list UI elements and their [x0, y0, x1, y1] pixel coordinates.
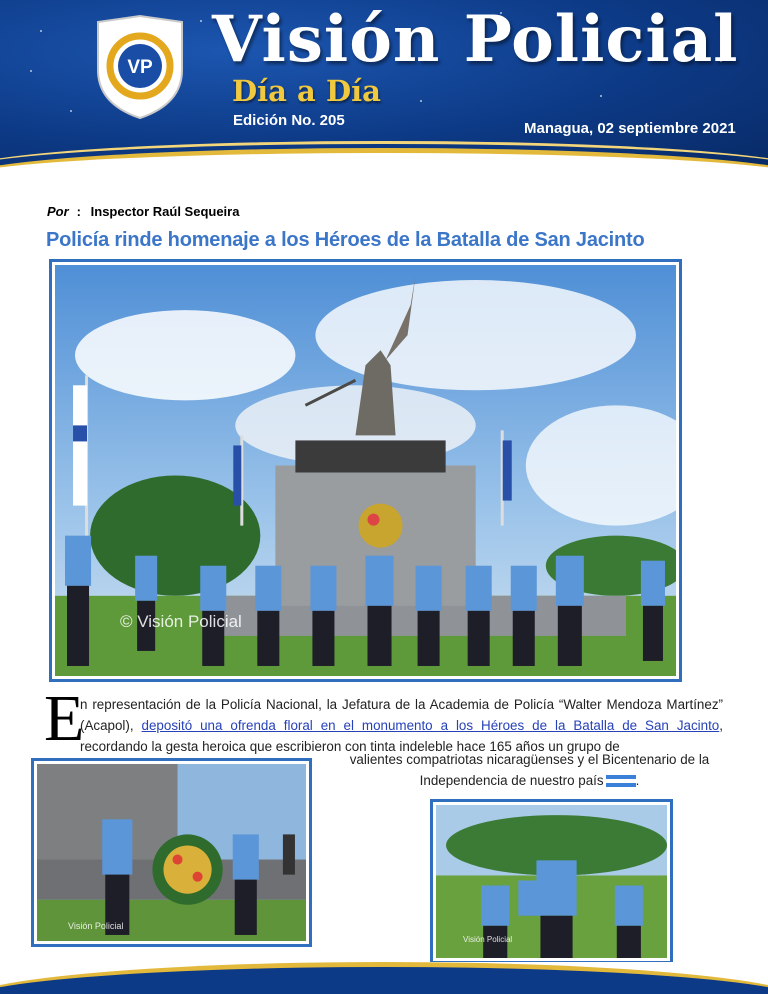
paragraph-text-2: , recordando la gesta heroica que escribieron con tinta indeleble hace 165 años un grupo de [80, 718, 723, 754]
article-title: Policía rinde homenaje a los Héroes de la Batalla de San Jacinto [46, 229, 645, 251]
wreath-photo [31, 758, 312, 947]
byline-author: Inspector Raúl Sequeira [90, 204, 240, 219]
byline: Por : Inspector Raúl Sequeira [47, 204, 240, 219]
nicaragua-flag-icon [606, 775, 636, 787]
drop-cap: E [44, 682, 85, 755]
article-paragraph [80, 694, 723, 757]
footer-gold-arc [0, 962, 768, 994]
publication-subtitle: Día a Día [232, 74, 381, 108]
logo-initials: VP [127, 57, 153, 78]
vp-shield-logo [92, 14, 188, 120]
byline-label: Por [47, 204, 69, 219]
article-link[interactable]: depositó una ofrenda floral en el monumento a los Héroes de la Batalla de San Jacinto [141, 718, 720, 733]
salute-photo [430, 799, 673, 964]
footer-band [0, 962, 768, 994]
photo-watermark: Visión Policial [68, 921, 124, 931]
article-paragraph-continued [336, 749, 723, 791]
publication-title: Visión Policial [212, 2, 739, 77]
paragraph-text: n representación de la Policía Nacional, la Jefatura de la Academia de Policía “Walter Mendoza Martínez” (Acapol), [80, 697, 723, 733]
photo-watermark: Visión Policial [463, 935, 513, 944]
dateline: Managua, 02 septiembre 2021 [524, 120, 736, 137]
edition-number: Edición No. 205 [233, 112, 345, 129]
paragraph-text-3: valientes compatriotas nicaragüenses y el Bicentenario de la Independencia de nuestro país [349, 752, 710, 788]
masthead-banner [0, 0, 768, 170]
photo-watermark: © Visión Policial [120, 612, 242, 631]
main-photo [49, 259, 682, 682]
paragraph-end: . [635, 773, 640, 788]
